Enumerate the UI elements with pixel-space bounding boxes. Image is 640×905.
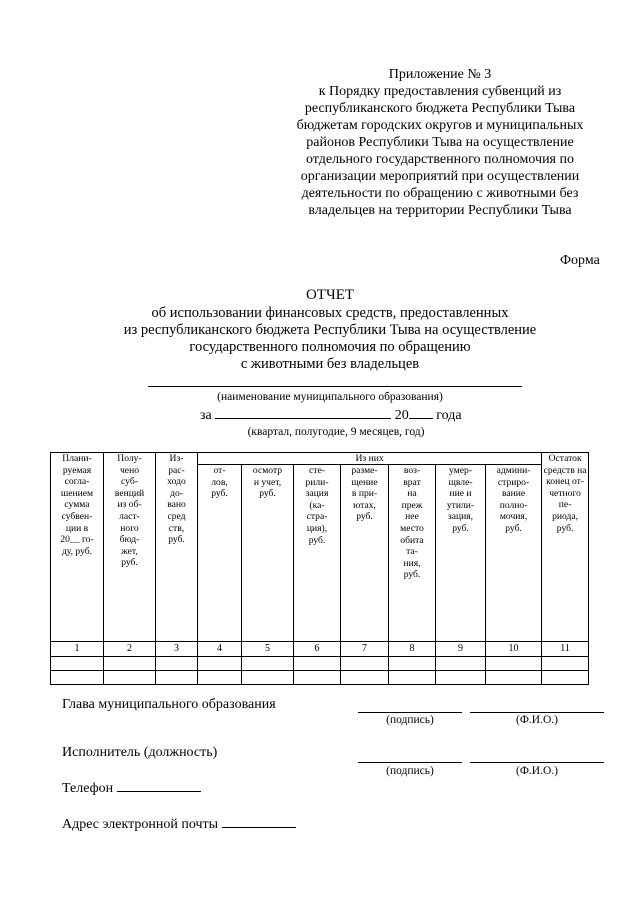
- name-caption: (Ф.И.О.): [516, 765, 558, 777]
- column-header: Из- рас- ходо до- вано сред ств, руб.: [156, 453, 198, 642]
- appendix-line: бюджетам городских округов и муниципальных: [296, 118, 584, 133]
- table-cell[interactable]: [294, 657, 341, 671]
- appendix-line: к Порядку предоставления субвенций из: [318, 84, 562, 99]
- column-header: сте- рили- зация (ка- стра- ция), руб.: [294, 465, 341, 642]
- phone-input[interactable]: [117, 779, 201, 792]
- report-line: из республиканского бюджета Республики Тыва на осуществление: [123, 322, 537, 338]
- form-label: Форма: [560, 253, 600, 268]
- phone-label: Телефон: [62, 781, 114, 796]
- executor-signature-line[interactable]: [358, 762, 462, 763]
- municipality-line[interactable]: [148, 386, 522, 387]
- column-header: осмотр и учет, руб.: [242, 465, 294, 642]
- table-cell[interactable]: [242, 671, 294, 685]
- column-header: воз- врат на преж нее место обита та- ния, руб.: [389, 465, 436, 642]
- column-header: Остаток средств на конец от- четного пе- риода, руб.: [542, 453, 589, 642]
- column-header: Плани- руемая согла- шением сумма субвен- ции в 20__ го- ду, руб.: [51, 453, 104, 642]
- table-cell[interactable]: [242, 657, 294, 671]
- phone-row: [62, 779, 201, 797]
- executor-label: Исполнитель (должность): [62, 745, 218, 760]
- column-header: умер- щвле- ние и утили- зация, руб.: [436, 465, 486, 642]
- appendix-line: республиканского бюджета Республики Тыва: [304, 101, 576, 116]
- table-cell[interactable]: [436, 671, 486, 685]
- table-cell[interactable]: [436, 657, 486, 671]
- table-cell[interactable]: [156, 671, 198, 685]
- table-cell[interactable]: [156, 657, 198, 671]
- column-number: 4: [198, 642, 242, 657]
- appendix-line: организации мероприятий при осуществлении: [300, 169, 580, 184]
- appendix-line: деятельности по обращению с животными без: [301, 186, 579, 201]
- report-table: [50, 452, 589, 685]
- table-cell[interactable]: [198, 671, 242, 685]
- appendix-line: владельцев на территории Республики Тыва: [308, 203, 572, 218]
- table-cell[interactable]: [486, 671, 542, 685]
- period-year-prefix: 20: [394, 408, 409, 423]
- appendix-line: районов Республики Тыва на осуществление: [306, 135, 574, 150]
- head-signature-line[interactable]: [358, 712, 462, 713]
- name-caption: (Ф.И.О.): [516, 714, 558, 726]
- period-prefix: за: [200, 408, 212, 423]
- head-name-line[interactable]: [470, 712, 604, 713]
- column-number: 10: [486, 642, 542, 657]
- table-cell[interactable]: [389, 671, 436, 685]
- signature-caption: (подпись): [386, 765, 434, 777]
- report-line: с животными без владельцев: [240, 356, 420, 372]
- year-input[interactable]: [409, 405, 433, 419]
- table-cell[interactable]: [198, 657, 242, 671]
- email-label: Адрес электронной почты: [62, 817, 219, 832]
- group-header: Из них: [198, 453, 542, 465]
- report-line: государственного полномочия по обращению: [189, 339, 471, 355]
- column-number: 8: [389, 642, 436, 657]
- email-input[interactable]: [222, 815, 296, 828]
- period-caption: (квартал, полугодие, 9 месяцев, год): [247, 426, 425, 438]
- period-line: [200, 405, 462, 424]
- table-cell[interactable]: [341, 671, 389, 685]
- column-number: 9: [436, 642, 486, 657]
- appendix-line: отдельного государственного полномочия по: [305, 152, 574, 167]
- period-input[interactable]: [215, 405, 391, 419]
- column-number: 6: [294, 642, 341, 657]
- table-cell[interactable]: [542, 657, 589, 671]
- column-number: 1: [51, 642, 104, 657]
- signature-caption: (подпись): [386, 714, 434, 726]
- executor-name-line[interactable]: [470, 762, 604, 763]
- report-line: об использовании финансовых средств, предоставленных: [151, 305, 509, 321]
- column-header: разме- щение в при- ютах, руб.: [341, 465, 389, 642]
- column-number: 5: [242, 642, 294, 657]
- report-title: ОТЧЕТ: [305, 287, 355, 303]
- municipality-caption: (наименование муниципального образования): [217, 391, 443, 403]
- table-cell[interactable]: [486, 657, 542, 671]
- email-row: [62, 815, 296, 833]
- column-header: Полу- чено суб- венций из об- ласт- ного бюд- жет, руб.: [104, 453, 156, 642]
- period-suffix: года: [436, 408, 462, 423]
- table-cell[interactable]: [294, 671, 341, 685]
- table-cell[interactable]: [104, 671, 156, 685]
- column-number: 7: [341, 642, 389, 657]
- table-cell[interactable]: [51, 657, 104, 671]
- table-cell[interactable]: [389, 657, 436, 671]
- table-cell[interactable]: [341, 657, 389, 671]
- table-cell[interactable]: [51, 671, 104, 685]
- column-header: админи- стриро- вание полно- мочия, руб.: [486, 465, 542, 642]
- table-cell[interactable]: [542, 671, 589, 685]
- column-header: от- лов, руб.: [198, 465, 242, 642]
- column-number: 2: [104, 642, 156, 657]
- column-number: 3: [156, 642, 198, 657]
- table-cell[interactable]: [104, 657, 156, 671]
- appendix-title: Приложение № 3: [388, 67, 492, 82]
- head-label: Глава муниципального образования: [62, 697, 276, 712]
- column-number: 11: [542, 642, 589, 657]
